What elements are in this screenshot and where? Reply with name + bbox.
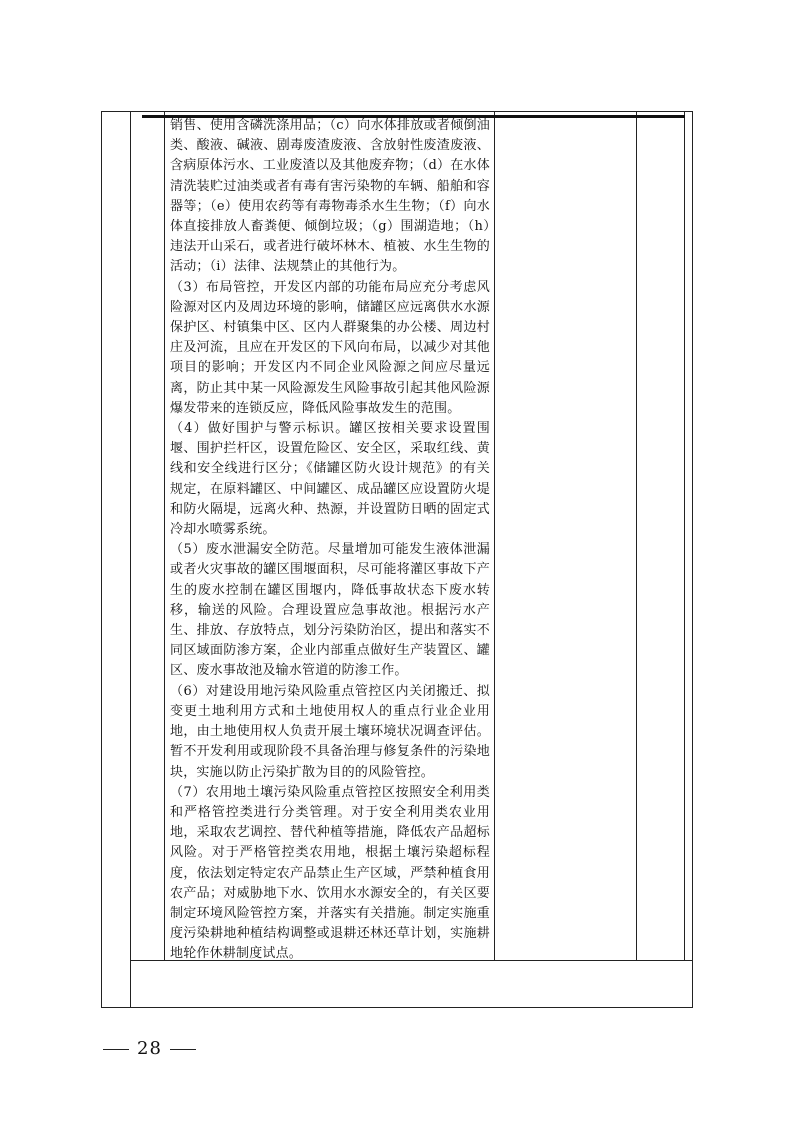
column-divider-1 [130, 111, 131, 1008]
footer-dash-right [170, 1049, 196, 1050]
column-divider-3 [494, 111, 495, 960]
paragraph-prohibited-acts: 销售、使用含磷洗涤用品；（c）向水体排放或者倾倒油类、酸液、碱液、剧毒废渣废液、含放射性废渣废液、含病原体污水、工业废渣以及其他废弃物；（d）在水体清洗装贮过油类或者有毒有害污染物的车辆、船舶和容器等；（e）使用农药等有毒物毒杀水生生物；（f）向水体直接排放人畜粪便、倾倒垃圾；（g）围湖造地；（h）违法开山采石，或者进行破坏林木、植被、水生生物的活动；（i）法律、法规禁止的其他行为。 [170, 118, 490, 275]
footer-dash-left [103, 1049, 129, 1050]
page-number-footer [103, 1038, 204, 1059]
paragraph-layout-control: （3）布局管控，开发区内部的功能布局应充分考虑风险源对区内及周边环境的影响，储罐区应远离供水水源保护区、村镇集中区、区内人群聚集的办公楼、周边村庄及河流，且应在开发区的下风向布局，以减少对其他项目的影响；开发区内不同企业风险源之间应尽量远离，防止其中某一风险源发生风险事故引起其他风险源爆发带来的连锁反应，降低风险事故发生的范围。 [170, 279, 490, 416]
page-number: 28 [137, 1038, 162, 1059]
paragraph-wastewater-leak: （5）废水泄漏安全防范。尽量增加可能发生液体泄漏或者火灾事故的罐区围堰面积，尽可能将灌区事故下产生的废水控制在罐区围堰内，降低事故状态下废水转移，输送的风险。合理设置应急事故池。根据污水产生、排放、存放特点，划分污染防治区，提出和落实不同区域面防渗方案，企业内部重点做好生产装置区、罐区、废水事故池及输水管道的防渗工作。 [170, 542, 490, 679]
column-divider-4 [636, 111, 637, 960]
table-cell-text [170, 116, 490, 965]
column-divider-2 [164, 111, 165, 960]
column-divider-5 [684, 111, 685, 960]
paragraph-warning-signs: （4）做好围护与警示标识。罐区按相关要求设置围堰、围护拦杆区，设置危险区、安全区，采取红线、黄线和安全线进行区分；《储罐区防火设计规范》的有关规定，在原料罐区、中间罐区、成品罐区应设置防火堤和防火隔堤，远离火种、热源，并设置防日晒的固定式冷却水喷雾系统。 [170, 421, 490, 538]
paragraph-construction-land: （6）对建设用地污染风险重点管控区内关闭搬迁、拟变更土地利用方式和土地使用权人的重点行业企业用地，由土地使用权人负责开展土壤环境状况调查评估。暂不开发利用或现阶段不具备治理与修复条件的污染地块，实施以防止污染扩散为目的的风险管控。 [170, 683, 490, 780]
paragraph-agricultural-land: （7）农用地土壤污染风险重点管控区按照安全利用类和严格管控类进行分类管理。对于安全利用类农业用地，采取农艺调控、替代种植等措施，降低农产品超标风险。对于严格管控类农用地，根据土壤污染超标程度，依法划定特定农产品禁止生产区域，严禁种植食用农产品；对威胁地下水、饮用水水源安全的，有关区要制定环境风险管控方案，并落实有关措施。制定实施重度污染耕地种植结构调整或退耕还林还草计划，实施耕地轮作休耕制度试点。 [170, 784, 490, 962]
